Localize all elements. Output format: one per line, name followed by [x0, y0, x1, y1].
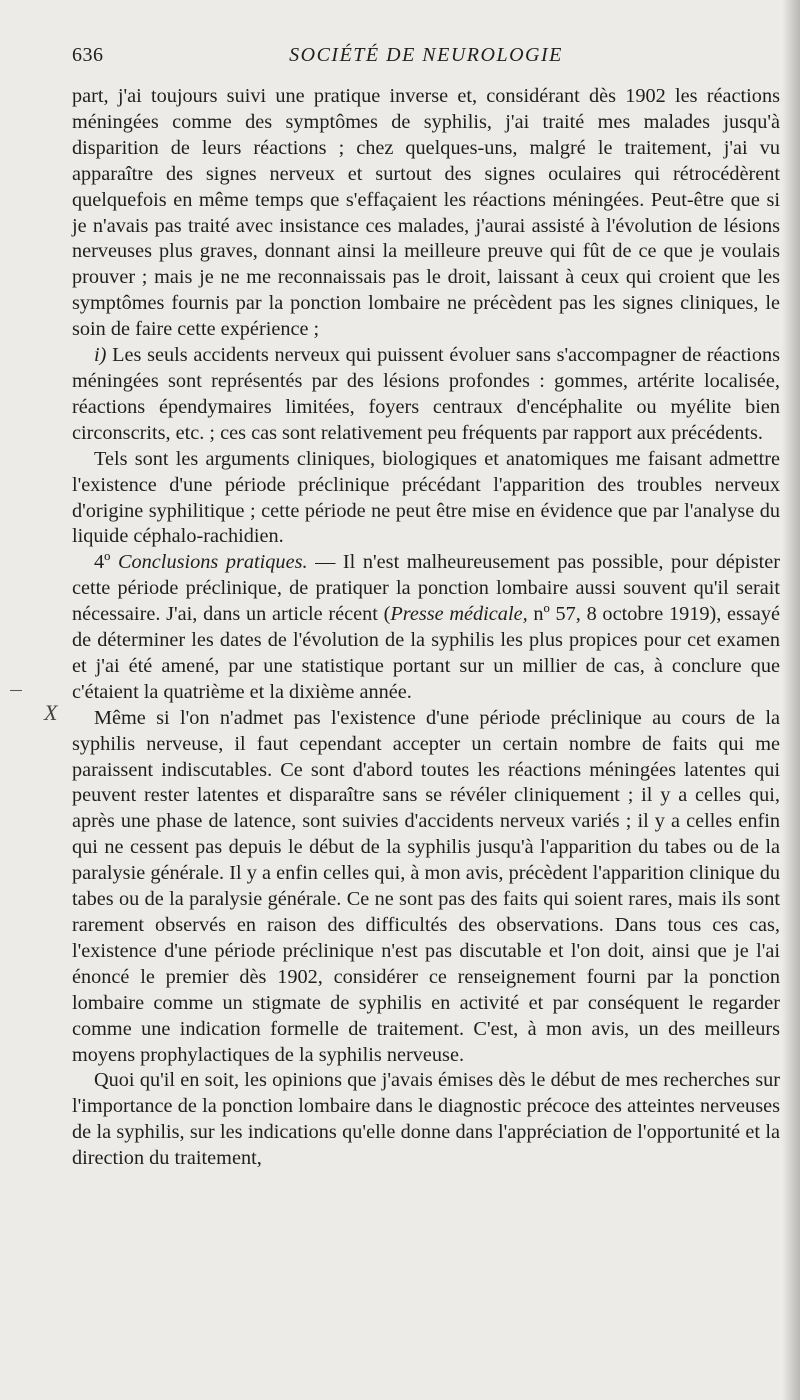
paragraph-6: [72, 1068, 780, 1172]
paragraph-6-text: Quoi qu'il en soit, les opinions que j'avais émises dès le début de mes recherches sur l'importance de la ponction lombaire dans le diagnostic précoce des atteintes nerveuses de la syphilis, sur les indications qu'elle donne dans l'appréciation de l'opportunité et la direction du traitement,: [72, 1069, 780, 1170]
paragraph-4-number: 4º: [94, 551, 111, 574]
paragraph-2-lead: i): [94, 344, 107, 367]
page-number: 636: [72, 44, 104, 66]
paragraph-1-text: part, j'ai toujours suivi une pratique inverse et, considérant dès 1902 les réactions méningées comme des symptômes de syphilis, j'ai traité mes malades jusqu'à disparition de leurs réactions ; chez quelques-uns, malgré le traitement, j'ai vu apparaître des signes nerveux et surtout des signes oculaires qui rétrocédèrent quelquefois en même temps que s'effaçaient les réactions méningées. Peut-être que si je n'avais pas traité avec insistance ces malades, j'aurai assisté à l'évolution de lésions nerveuses plus graves, donnant ainsi la meilleure preuve qui fût de ce que je voulais prouver ; mais je ne me reconnaissais pas le droit, laissant à ceux qui croient que les symptômes fournis par la ponction lombaire ne précèdent pas les signes cliniques, le soin de faire cette expérience ;: [72, 85, 780, 341]
paragraph-3-text: Tels sont les arguments cliniques, biologiques et anatomiques me faisant admettre l'existence d'une période préclinique précédant l'apparition des troubles nerveux d'origine syphilitique ; cette période ne peut être mise en évidence que par l'analyse du liquide céphalo-rachidien.: [72, 447, 780, 548]
paragraph-4-text-1: — Il n'est malheureusement pas possible, pour dépister cette période préclinique, de pratiquer la ponction lombaire aussi souvent qu'il serait nécessaire. J'ai, dans un article récent (: [72, 551, 780, 626]
margin-dash-mark: [10, 690, 22, 691]
paragraph-5: [72, 706, 780, 1069]
page: [72, 40, 780, 1172]
paragraph-1: [72, 84, 780, 343]
paragraph-5-text: Même si l'on n'admet pas l'existence d'une période préclinique au cours de la syphilis nerveuse, il faut cependant accepter un certain nombre de faits qui me paraissent indiscutables. Ce sont d'abord toutes les réactions méningées latentes qui peuvent rester latentes et disparaître sans se révéler cliniquement ; il y a celles qui, après une phase de latence, sont suivies d'accidents nerveux variés ; il y a celles enfin qui ne cessent pas depuis le début de la syphilis jusqu'à l'apparition du tabes ou de la paralysie générale. Il y a enfin celles qui, à mon avis, précèdent l'apparition clinique du tabes ou de la paralysie générale. Ce ne sont pas des faits qui soient rares, mais ils sont rarement observés en raison des difficultés des observations. Dans tous ces cas, l'existence d'une période préclinique n'est pas discutable et l'on doit, ainsi que je l'ai énoncé le premier dès 1902, considérer ce renseignement fourni par la ponction lombaire comme un stigmate de syphilis en activité et par conséquent le regarder comme une indication formelle de traitement. C'est, à mon avis, un des meilleurs moyens prophylactiques de la syphilis nerveuse.: [72, 706, 780, 1066]
page-header: [72, 40, 780, 76]
paragraph-3: [72, 447, 780, 551]
running-title: SOCIÉTÉ DE NEUROLOGIE: [289, 44, 563, 66]
paragraph-2-text: Les seuls accidents nerveux qui puissent évoluer sans s'accompagner de réactions méningées sont représentés par des lésions profondes : gommes, artérite localisée, réactions épendymaires limitées, foyers centraux d'encéphalite ou myélite bien circonscrits, etc. ; ces cas sont relativement peu fréquents par rapport aux précédents.: [72, 344, 780, 444]
margin-handwritten-mark: X: [44, 700, 58, 725]
paragraph-4: [72, 550, 780, 705]
paragraph-4-heading: Conclusions pratiques.: [110, 551, 308, 574]
page-edge-shadow: [782, 0, 800, 1400]
body-text: [72, 84, 780, 1172]
paragraph-2: [72, 343, 780, 447]
paragraph-4-citation: Presse médicale,: [390, 603, 528, 626]
paragraph-4-text-2: nº 57, 8 octobre 1919), essayé de déterminer les dates de l'évolution de la syphilis les plus propices pour cet examen et j'ai été amené, par une statistique portant sur un millier de cas, à conclure que c'étaient la quatrième et la dixième année.: [72, 603, 780, 703]
